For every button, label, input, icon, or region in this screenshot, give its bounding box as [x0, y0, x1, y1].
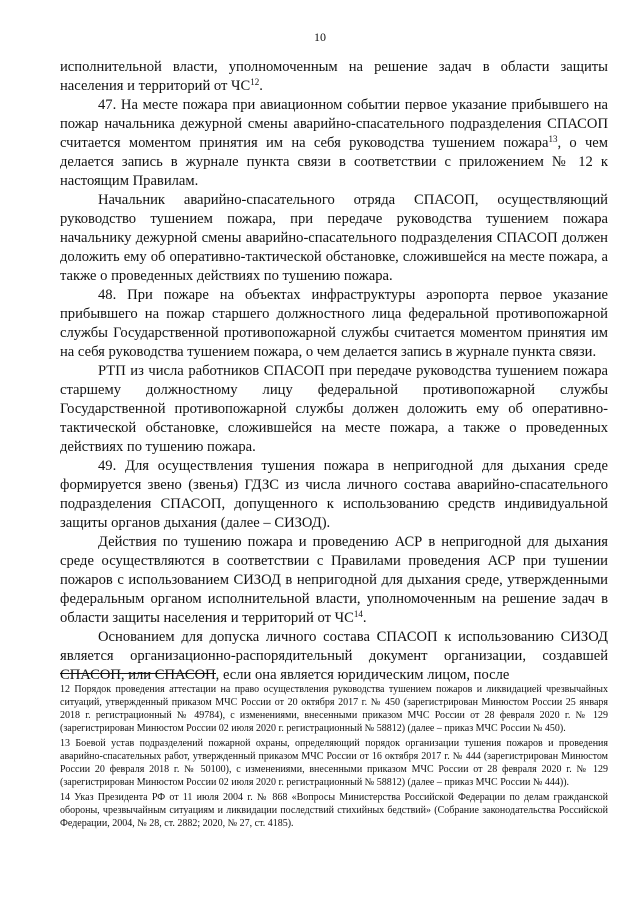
footnotes: [60, 683, 608, 832]
body-text: [60, 58, 608, 685]
footnote-ref[interactable]: 13: [548, 134, 558, 144]
footnote-text: Порядок проведения аттестации на право осуществления руководства тушением пожаров и ликвидацией чрезвычайных ситуаций, утвержденный приказом МЧС России от 20 октября 2017 г. № 450 (зарегистрирован Минюстом России 25 января 2018 г. регистрационный № 49784), с изменениями, внесенными приказом МЧС России от 28 февраля 2020 г. № 129 (зарегистрирован Минюстом России 02 июля 2020 г. регистрационный № 58812) (далее – приказ МЧС России № 450).: [60, 684, 608, 734]
footnote-13: [60, 737, 608, 789]
paragraph-text: 47. На месте пожара при авиационном событии первое указание прибывшего на пожар начальника дежурной смены аварийно-спасательного подразделения СПАСОП считается моментом принятия им на себя руководства тушением пожара: [60, 97, 608, 151]
footnote-number: 14: [60, 792, 70, 803]
footnote-number: 13: [60, 738, 70, 749]
paragraph-text-after: .: [362, 610, 367, 626]
paragraph-text: исполнительной власти, уполномоченным на решение задач в области защиты населения и территорий от ЧС: [60, 59, 608, 94]
paragraph-text-after: , о чем делается запись в журнале пункта связи в соответствии с приложением № 12 к настоящим Правилам.: [60, 135, 609, 189]
paragraph-text-after: .: [259, 78, 263, 94]
paragraph-text: Действия по тушению пожара и проведению АСР в непригодной для дыхания среде осуществляются в соответствии с Правилами проведения АСР при тушении пожаров с использованием СИЗОД в непригодной для дыхания среде, утвержденными федеральным органом исполнительной власти, уполномоченным на решение задач в области защиты населения и территорий от ЧС: [60, 534, 608, 626]
footnote-text: Указ Президента РФ от 11 июля 2004 г. № 868 «Вопросы Министерства Российской Федерации по делам гражданской обороны, чрезвычайным ситуациям и ликвидации последствий стихийных бедствий» (Собрание законодательства Российской Федерации, 2004, № 28, ст. 2882; 2020, № 27, ст. 4185).: [60, 792, 608, 829]
page-number: 10: [314, 30, 326, 44]
paragraph-49: 49. Для осуществления тушения пожара в непригодной для дыхания среде формируется звено (звенья) ГДЗС из числа личного состава аварийно-спасательного подразделения СПАСОП, допущенного к использованию средств индивидуальной защиты органов дыхания (далее – СИЗОД).: [60, 458, 608, 531]
footnote-12: [60, 683, 608, 735]
paragraph-47: [60, 96, 608, 191]
paragraph-48: 48. При пожаре на объектах инфраструктуры аэропорта первое указание прибывшего на пожар старшего должностного лица федеральной противопожарной службы Государственной противопожарной службы считается моментом принятия им на себя руководства тушением пожара, о чем делается запись в журнале пункта связи.: [60, 287, 608, 360]
footnote-ref[interactable]: 14: [353, 609, 363, 619]
paragraph-47-cont: Начальник аварийно-спасательного отряда СПАСОП, осуществляющий руководство тушением пожара, при передаче руководства тушением пожара начальнику дежурной смены аварийно-спасательного подразделения СПАСОП должен доложить ему об оперативно-тактической обстановке, сложившейся на месте пожара, а также о проведенных действиях по тушению пожара.: [60, 192, 608, 284]
footnote-14: [60, 791, 608, 830]
paragraph-49-cont: [60, 533, 608, 628]
paragraph-48-cont: РТП из числа работников СПАСОП при передаче руководства тушением пожара старшему должностному лицу федеральной противопожарной службы Государственной противопожарной службы должен доложить ему об оперативно-тактической обстановке, сложившейся на месте пожара, а также о проведенных действиях по тушению пожара.: [60, 363, 608, 455]
footnote-ref[interactable]: 12: [250, 77, 260, 87]
paragraph-49-basis: Основанием для допуска личного состава СПАСОП к использованию СИЗОД является организационно-распорядительный документ организации, создавшей СПАСОП, или СПАСОП, если она является юридическим лицом, после: [60, 629, 608, 683]
footnote-number: 12: [60, 684, 70, 695]
footnote-divider: [60, 673, 216, 674]
footnote-text: Боевой устав подразделений пожарной охраны, определяющий порядок организации тушения пожаров и проведения аварийно-спасательных работ, утвержденный приказом МЧС России от 16 октября 2017 г. № 444 (зарегистрирован Минюстом России 20 февраля 2018 г. № 50100), с изменениями, внесенными приказом МЧС России от 28 февраля 2020 г. № 129 (зарегистрирован Минюстом России 02 июля 2020 г. регистрационный № 58812) (далее – приказ МЧС России № 444)).: [60, 738, 608, 788]
paragraph-continuation: [60, 58, 608, 96]
